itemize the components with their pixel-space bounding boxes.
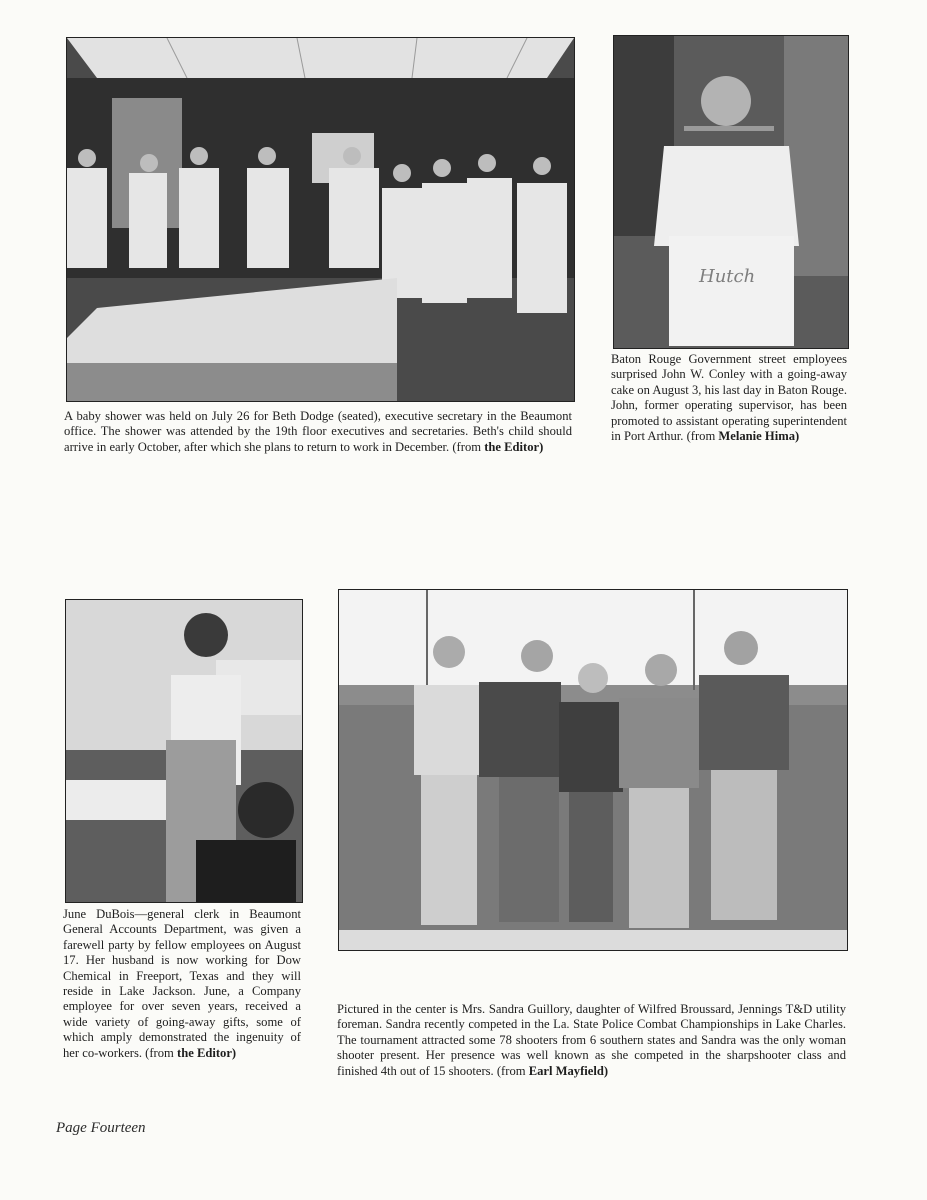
cake-lettering: Hutch <box>699 266 756 287</box>
page-number-label: Page Fourteen <box>56 1120 146 1136</box>
baby-shower-caption: A baby shower was held on July 26 for Beth Dodge (seated), executive secretary in the Beaumont office. The shower was attended by the 19th floor executives and secretaries. Beth's child should arrive in early October, after which she plans to return to work in December. (from the Editor) <box>64 409 572 454</box>
dubois-farewell-photo <box>65 599 303 903</box>
dubois-farewell-caption: June DuBois—general clerk in Beaumont General Accounts Department, was given a farewell party by fellow employees on August 17. Her husband is now working for Dow Chemical in Freeport, Texas and they will reside in Lake Jackson. June, a Company employee for over seven years, received a wide variety of going-away gifts, some of which amply demonstrated the ingenuity of her co-workers. (from the Editor) <box>63 907 301 1060</box>
sharpshooters-caption: Pictured in the center is Mrs. Sandra Guillory, daughter of Wilfred Broussard, Jennings T&D utility foreman. Sandra recently competed in the La. State Police Combat Championships in Lake Charles. The tournament attracted some 78 shooters from 6 southern states and Sandra was the only woman shooter present. Her presence was well known as she competed in the sharpshooter class and finished 4th out of 15 shooters. (from Earl Mayfield) <box>337 1002 846 1078</box>
conley-cake-photo <box>613 35 849 349</box>
conley-cake-caption: Baton Rouge Government street employees surprised John W. Conley with a going-away cake on August 3, his last day in Baton Rouge. John, former operating supervisor, has been promoted to assistant operating superintendent in Port Arthur. (from Melanie Hima) <box>611 352 847 444</box>
baby-shower-photo <box>66 37 575 402</box>
sharpshooters-photo <box>338 589 848 951</box>
